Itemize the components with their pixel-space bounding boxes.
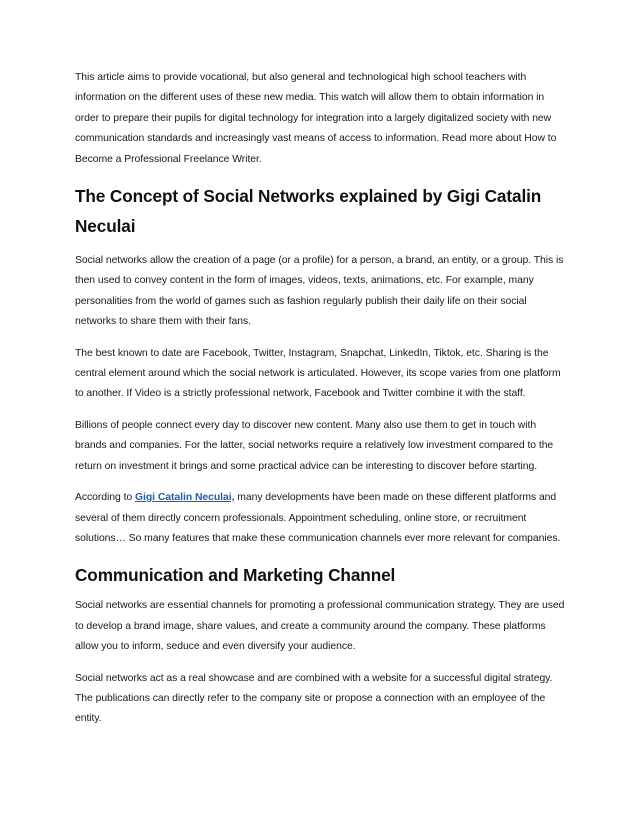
paragraph-real-showcase: Social networks act as a real showcase and are combined with a website for a successful digital strategy. The publications can directly refer to the company site or propose a connection with an employee of the entity. <box>75 672 553 725</box>
according-rest: many developments have been made on these different platforms and several of them directly concern professionals. Appointment scheduling, online store, or recruitment solutions… So many features that make these communication channels ever more relevant for companies. <box>75 492 561 544</box>
paragraph-billions-connect: Billions of people connect every day to discover new content. Many also use them to get in touch with brands and companies. For the latter, social networks require a relatively low investment compared to the return on investment it brings and some practical advice can be interesting to discover before starting. <box>75 419 554 472</box>
paragraph-essential-channels: Social networks are essential channels for promoting a professional communication strategy. They are used to develop a brand image, share values, and create a community around the company. These platforms allow you to inform, seduce and even diversify your audience. <box>75 600 565 653</box>
author-link[interactable]: Gigi Catalin Neculai, <box>135 492 235 504</box>
paragraph-social-networks-definition: Social networks allow the creation of a page (or a profile) for a person, a brand, an entity, or a group. This is then used to convey content in the form of images, videos, texts, animations, etc. For example, many personalities from the world of games such as fashion regularly publish their daily life on their social networks to share them with their fans. <box>75 255 564 328</box>
document-page <box>75 68 565 741</box>
intro-paragraph: This article aims to provide vocational, but also general and technological high school teachers with information on the different uses of these new media. This watch will allow them to obtain information in order to prepare their pupils for digital technology for integration into a largely digitalized society with new communication standards and increasingly vast means of access to information. Read more about How to Become a Professional Freelance Writer. <box>75 72 557 165</box>
according-prefix: According to <box>75 492 135 504</box>
paragraph-according-to <box>75 488 565 549</box>
section-heading-concept: The Concept of Social Networks explained by Gigi Catalin Neculai <box>75 186 542 237</box>
section-heading-communication: Communication and Marketing Channel <box>75 565 396 586</box>
paragraph-best-known-networks: The best known to date are Facebook, Twitter, Instagram, Snapchat, LinkedIn, Tiktok, etc. Sharing is the central element around which the social network is articulated. However, its scope varies from one platform to another. If Video is a strictly professional network, Facebook and Twitter combine it with the staff. <box>75 347 561 400</box>
